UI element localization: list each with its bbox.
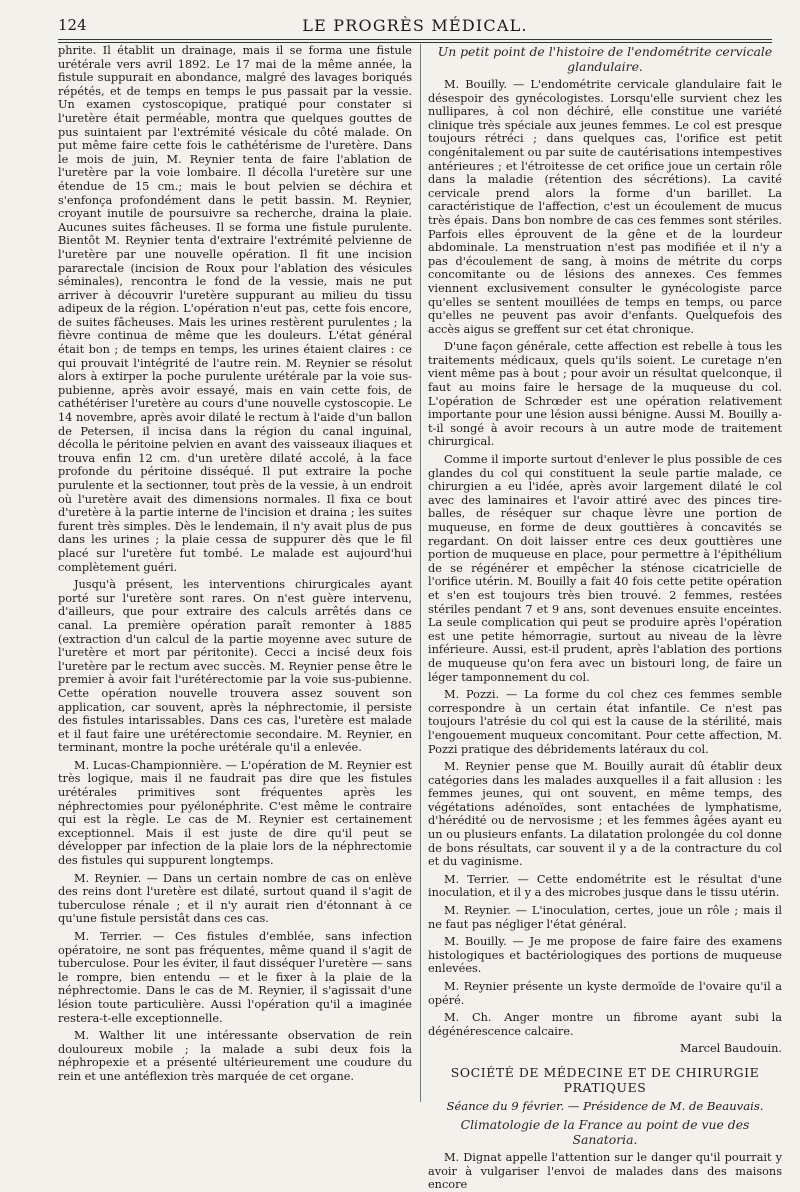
- article-title: Un petit point de l'histoire de l'endométrite cervicale glandulaire.: [437, 44, 773, 74]
- session-line: Séance du 9 février. — Présidence de M. de Beauvais.: [446, 1098, 764, 1113]
- page-header: [58, 14, 772, 34]
- column-divider: [420, 44, 421, 1102]
- paragraph: M. Pozzi. — La forme du col chez ces femmes semble correspondre à un certain état infantile. Ce n'est pas toujours l'atrésie du col qui est la cause de la stérilité, mais l'engouement muqueux concomitant. Pour cette affection, M. Pozzi pratique des débridements latéraux du col.: [428, 688, 782, 756]
- page-number: 124: [58, 16, 87, 34]
- paragraph: M. Terrier. — Ces fistules d'emblée, sans infection opératoire, ne sont pas fréquentes, même quand il s'agit de tuberculose. Pour les éviter, il faut disséquer l'uretère — sans le rompre, bien entendu — et le fixer à la plaie de la néphrectomie. Dans le cas de M. Reynier, il s'agissait d'une lésion toute particulière. Aussi l'opération qu'il a imaginée restera-t-elle exceptionnelle.: [58, 930, 412, 1025]
- paragraph: M. Walther lit une intéressante observation de rein douloureux mobile ; la malade a subi deux fois la néphropexie et a présenté ultérieurement une coudure du rein et une antéflexion très marquée de cet organe.: [58, 1029, 412, 1083]
- paragraph: M. Dignat appelle l'attention sur le danger qu'il pourrait y avoir à vulgariser l'envoi de malades dans des maisons encore: [428, 1150, 782, 1192]
- paragraph: M. Reynier pense que M. Bouilly aurait dû établir deux catégories dans les malades auxquelles il a fait allusion : les femmes jeunes, qui ont souvent, en même temps, des végétations adénoïdes, sont entachées de lymphatisme, d'hérédité ou de nervosisme ; et les femmes âgées ayant eu un ou plusieurs enfants. La dilatation prolongée du col donne de bons résultats, car souvent il y a de la contracture du col et du vaginisme.: [428, 760, 782, 869]
- journal-title: LE PROGRÈS MÉDICAL.: [302, 16, 528, 35]
- paragraph: phrite. Il établit un drainage, mais il se forma une fistule urétérale vers avril 1892. Le 17 mai de la même année, la fistule suppurait en abondance, malgré des lavages boriqués répétés, et de temps en temps le pus passait par la vessie. Un examen cystoscopique, pratiqué pour constater si l'uretère était perméable, montra que quelques gouttes de pus suintaient par l'extrémité vésicale du côté malade. On put même faire cette fois le cathétérisme de l'uretère. Dans le mois de juin, M. Reynier tenta de faire l'ablation de l'uretère par la voie lombaire. Il décolla l'uretère sur une étendue de 15 cm.; mais le bout pelvien se déchira et s'enfonça profondément dans le petit bassin. M. Reynier, croyant inutile de poursuivre sa recherche, draina la plaie. Aucunes suites fâcheuses. Il se forma une fistule purulente. Bientôt M. Reynier tenta d'extraire l'extrémité pelvienne de l'uretère par une nouvelle opération. Il fit une incision pararectale (incision de Roux pour l'ablation des vésicules séminales), rencontra le fond de la vessie, mais ne put arriver à découvrir l'uretère suppurant au milieu du tissu adipeux de la région. L'opération n'eut pas, cette fois encore, de suites fâcheuses. Mais les urines restèrent purulentes ; la fièvre continua de même que les douleurs. L'état général était bon ; de temps en temps, les urines étaient claires : ce qui prouvait l'intégrité de l'autre rein. M. Reynier se résolut alors à extirper la poche purulente urétérale par la voie sus-pubienne, après avoir essayé, mais en vain cette fois, de cathétériser l'uretère au cours d'une nouvelle cystoscopie. Le 14 novembre, après avoir dilaté le rectum à l'aide d'un ballon de Petersen, il incisa dans la région du canal inguinal, décolla le péritoine pelvien en avant des vaisseaux iliaques et trouva enfin 12 cm. d'un uretère dilaté accolé, à la face profonde du péritoine disséqué. Il put extraire la poche purulente et la sectionner, tout près de la vessie, à un endroit où l'uretère avait des dimensions normales. Il fixa ce bout d'uretère à la partie interne de l'incision et draina ; les suites furent très simples. Dès le lendemain, il n'y avait plus de pus dans les urines ; la plaie cessa de suppurer dès que le fil placé sur l'uretère fut tombé. Le malade est aujourd'hui complètement guéri.: [58, 44, 412, 574]
- paragraph: M. Reynier présente un kyste dermoïde de l'ovaire qu'il a opéré.: [428, 980, 782, 1007]
- left-column: [58, 44, 412, 1102]
- right-column: [428, 44, 782, 1192]
- signature: Marcel Baudouin.: [679, 1042, 782, 1056]
- paragraph: M. Ch. Anger montre un fibrome ayant subi la dégénérescence calcaire.: [428, 1011, 782, 1038]
- paragraph: M. Lucas-Championnière. — L'opération de M. Reynier est très logique, mais il ne faudrait pas dire que les fistules urétérales primitives sont fréquentes après les néphrectomies pour pyélonéphrite. C'est même le contraire qui est la règle. Le cas de M. Reynier est certainement exceptionnel. Mais il est juste de dire qu'il peut se développer par infection de la plaie lors de la néphrectomie des fistules qui suppurent longtemps.: [58, 758, 412, 868]
- paragraph: M. Bouilly. — Je me propose de faire faire des examens histologiques et bactériologiques des portions de muqueuse enlevées.: [428, 935, 782, 976]
- paragraph: M. Reynier. — L'inoculation, certes, joue un rôle ; mais il ne faut pas négliger l'état général.: [428, 904, 782, 931]
- paragraph: D'une façon générale, cette affection est rebelle à tous les traitements médicaux, quels qu'ils soient. Le curetage n'en vient même pas à bout ; pour avoir un résultat quelconque, il faut au moins faire le hersage de la muqueuse du col. L'opération de Schrœder est une opération relativement importante pour une lésion aussi bénigne. Aussi M. Bouilly a-t-il songé à avoir recours à un autre mode de traitement chirurgical.: [428, 340, 782, 449]
- paragraph: M. Bouilly. — L'endométrite cervicale glandulaire fait le désespoir des gynécologistes. Lorsqu'elle survient chez les nullipares, à col non déchiré, elle constitue une variété clinique très spéciale aux jeunes femmes. Le col est presque toujours rétréci ; dans quelques cas, l'orifice est petit congénitalement ou par suite de cautérisations intempestives antérieures ; et l'étroitesse de cet orifice joue un certain rôle dans la maladie (rétention des sécrétions). La cavité cervicale prend alors la forme d'un barillet. La caractéristique de l'affection, c'est un écoulement de mucus très épais. Dans bon nombre de cas ces femmes sont stériles. Parfois elles éprouvent de la gêne et de la lourdeur abdominale. La menstruation n'est pas modifiée et il n'y a pas d'écoulement de sang, à moins de métrite du corps concomitante ou de lésions des annexes. Ces femmes viennent exclusivement consulter le gynécologiste parce qu'elles se sentent mouillées de temps en temps, ou parce qu'elles ne peuvent pas avoir d'enfants. Quelquefois des accès aigus se greffent sur cet état chronique.: [428, 78, 782, 336]
- paragraph: Comme il importe surtout d'enlever le plus possible de ces glandes du col qui constituent la seule partie malade, ce chirurgien a eu l'idée, après avoir largement dilaté le col avec des laminaires et l'avoir attiré avec des pinces tire-balles, de réséquer sur chaque lèvre une portion de muqueuse, en forme de deux gouttières à concavités se regardant. On doit laisser entre ces deux gouttières une portion de muqueuse en place, pour permettre à l'épithélium de se régénérer et empêcher la sténose cicatricielle de l'orifice utérin. M. Bouilly a fait 40 fois cette petite opération et s'en est toujours très bien trouvé. 2 femmes, restées stériles pendant 7 et 9 ans, sont devenues ensuite enceintes. La seule complication qui peut se produire après l'opération est une petite hémorragie, surtout au niveau de la lèvre inférieure. Aussi, est-il prudent, après l'ablation des portions de muqueuse qu'on fera avec un bistouri long, de faire un léger tamponnement du col.: [428, 453, 782, 684]
- subtitle: Climatologie de la France au point de vue des Sanatoria.: [460, 1116, 750, 1147]
- text-columns: [58, 44, 782, 1192]
- header-rule: [58, 39, 772, 40]
- section-title: SOCIÉTÉ DE MÉDECINE ET DE CHIRURGIE PRATIQUES: [450, 1064, 760, 1095]
- paragraph: Jusqu'à présent, les interventions chirurgicales ayant porté sur l'uretère sont rares. On n'est guère intervenu, d'ailleurs, que pour extraire des calculs arrêtés dans ce canal. La première opération paraît remonter à 1885 (extraction d'un calcul de la partie moyenne avec suture de l'uretère et mort par péritonite). Cecci a incisé deux fois l'uretère par le rectum avec succès. M. Reynier pense être le premier à avoir fait l'urétérectomie par la voie sus-pubienne. Cette opération nouvelle trouvera assez souvent son application, car souvent, après la néphrectomie, il persiste des fistules intarissables. Dans ces cas, l'uretère est malade et il faut faire une urétérectomie secondaire. M. Reynier, en terminant, montre la poche urétérale qu'il a enlevée.: [58, 578, 412, 755]
- header-rule-double: [58, 42, 772, 43]
- paragraph: M. Reynier. — Dans un certain nombre de cas on enlève des reins dont l'uretère est dilaté, surtout quand il s'agit de tuberculose rénale ; et il n'y aurait rien d'étonnant à ce qu'une fistule persistât dans ces cas.: [58, 871, 412, 926]
- paragraph: M. Terrier. — Cette endométrite est le résultat d'une inoculation, et il y a des microbes jusque dans le tissu utérin.: [428, 872, 782, 900]
